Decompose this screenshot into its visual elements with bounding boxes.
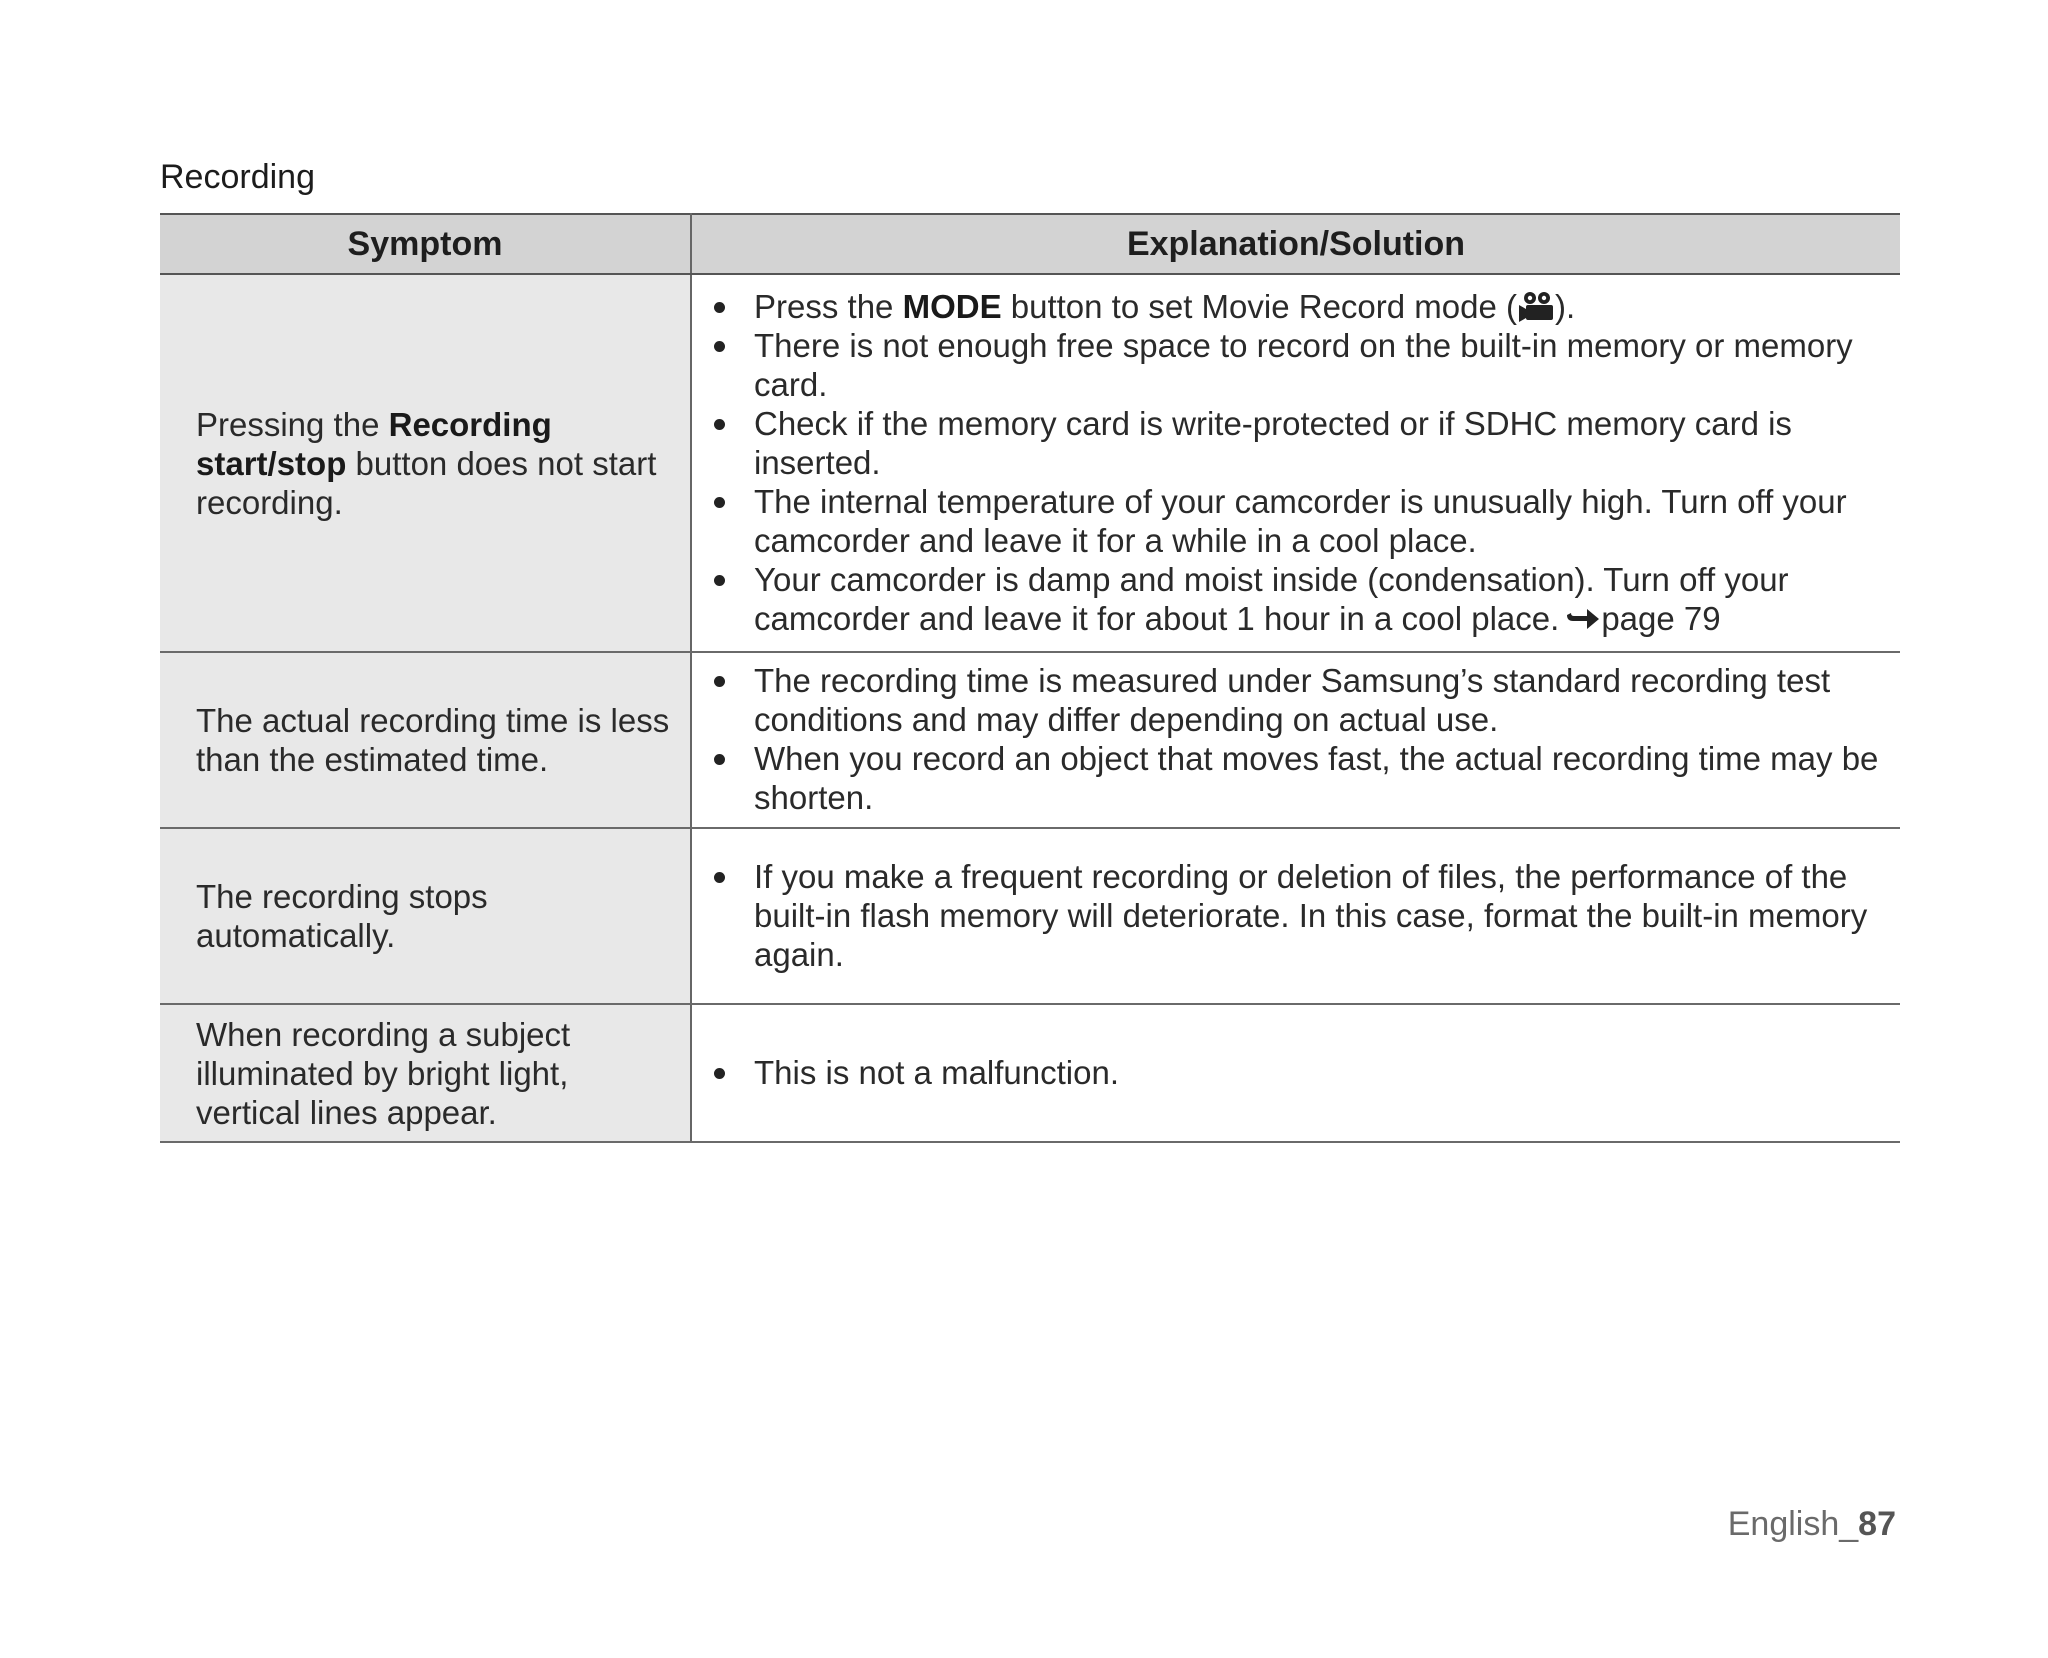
solution-cell [691,652,1900,828]
movie-camera-icon [1517,290,1555,324]
solution-list [706,287,1884,638]
symptom-text: When recording a subject illuminated by bright light, vertical lines appear. [196,1015,571,1131]
symptom-text: Pressing the [196,405,389,443]
page-reference-link[interactable]: page 79 [1601,599,1721,637]
bullet-icon [714,872,725,883]
section-title: Recording [160,158,315,196]
bullet-icon [714,1068,725,1079]
solution-text: The recording time is measured under Samsung’s standard recording test conditions and may differ depending on actual use. [754,662,1831,738]
bullet-icon [714,754,725,765]
symptom-cell [160,652,691,828]
mode-button-name: MODE [902,287,1002,325]
solution-list [706,1053,1884,1092]
solution-text: If you make a frequent recording or deletion of files, the performance of the built-in flash memory will deteriorate. In this case, format the built-in memory again. [754,857,1868,973]
table-row [160,1004,1900,1142]
symptom-text: button does not start recording. [196,444,657,521]
symptom-cell [160,828,691,1004]
solution-text: button to set Movie Record mode ( [1001,287,1517,325]
solution-list [706,857,1884,974]
list-item [706,482,1884,560]
symptom-text: The actual recording time is less than the estimated time. [196,702,670,778]
list-item [706,857,1884,974]
solution-text: Press the [754,287,903,325]
table-row [160,274,1900,652]
page-footer [1728,1502,1896,1546]
solution-text: The internal temperature of your camcorder is unusually high. Turn off your camcorder and leave it for a while in a cool place. [754,482,1847,559]
bullet-icon [714,419,725,430]
list-item [706,560,1884,638]
bullet-icon [714,341,725,352]
bullet-icon [714,676,725,687]
solution-text: Your camcorder is damp and moist inside (condensation). Turn off your camcorder and leave it for about 1 hour in a cool place. [754,560,1789,637]
bullet-icon [714,575,725,586]
symptom-cell [160,274,691,652]
solution-text: ). [1555,287,1576,325]
table-row [160,652,1900,828]
solution-cell [691,274,1900,652]
table-row [160,828,1900,1004]
bullet-icon [714,302,725,313]
solution-cell [691,1004,1900,1142]
list-item [706,404,1884,482]
symptom-cell [160,1004,691,1142]
troubleshooting-table [160,213,1900,1143]
solution-column-header: Explanation/Solution [691,214,1900,274]
symptom-text: The recording stops automatically. [196,878,488,954]
recording-button-name: Recording start/stop [196,405,552,482]
table-header-row [160,214,1900,274]
list-item [706,661,1884,739]
list-item [706,287,1884,326]
solution-cell [691,828,1900,1004]
solution-text: There is not enough free space to record on the built-in memory or memory card. [754,326,1853,403]
bullet-icon [714,497,725,508]
solution-list [706,661,1884,817]
arrow-right-icon [1565,607,1601,633]
solution-text: When you record an object that moves fast, the actual recording time may be shorten. [754,740,1879,816]
list-item [706,326,1884,404]
solution-text: This is not a malfunction. [754,1053,1119,1091]
footer-language: English_ [1727,1505,1859,1543]
solution-text: Check if the memory card is write-protected or if SDHC memory card is inserted. [754,404,1792,481]
list-item [706,739,1884,817]
list-item [706,1053,1884,1092]
symptom-column-header: Symptom [160,214,691,274]
page-number: 87 [1858,1505,1896,1543]
